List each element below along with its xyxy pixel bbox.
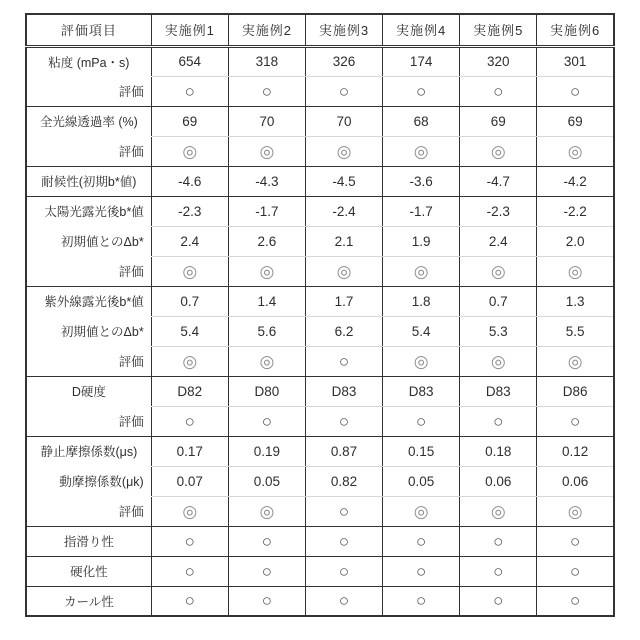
single-circle-symbol: ○ (184, 411, 195, 431)
cell-value: -4.3 (228, 166, 305, 196)
double-circle-symbol: ◎ (336, 141, 352, 161)
header-example-2: 実施例2 (228, 14, 305, 46)
cell-value (228, 346, 305, 376)
cell-value: 0.12 (537, 436, 614, 466)
row-label: 動摩擦係数(μk) (59, 475, 144, 489)
cell-value: -4.7 (460, 166, 537, 196)
cell-value: 1.4 (228, 286, 305, 316)
cell-value (305, 556, 382, 586)
cell-value: 2.4 (460, 226, 537, 256)
cell-value (537, 136, 614, 166)
row-label: 太陽光露光後b*値 (44, 205, 144, 219)
cell-value: -3.6 (383, 166, 460, 196)
row-label: カール性 (63, 594, 114, 609)
cell-value: 5.4 (151, 316, 228, 346)
cell-value: 0.06 (537, 466, 614, 496)
cell-value: -2.3 (460, 196, 537, 226)
cell-value (383, 526, 460, 556)
cell-value: 654 (151, 46, 228, 76)
cell-value (151, 346, 228, 376)
header-row (26, 14, 614, 46)
table-row (26, 256, 614, 286)
cell-value: -2.3 (151, 196, 228, 226)
header-example-3: 実施例3 (305, 14, 382, 46)
single-circle-symbol: ○ (338, 531, 350, 551)
header-example-4: 実施例4 (383, 14, 460, 46)
cell-value (460, 496, 537, 526)
cell-value: -1.7 (383, 196, 460, 226)
cell-value (228, 256, 305, 286)
cell-value: 70 (305, 106, 382, 136)
cell-value: 5.3 (460, 316, 537, 346)
double-circle-symbol: ◎ (413, 351, 429, 371)
table-row (26, 166, 614, 196)
cell-value (537, 586, 614, 616)
cell-value: 2.4 (151, 226, 228, 256)
cell-value (460, 586, 537, 616)
cell-value: 5.6 (228, 316, 305, 346)
cell-value (460, 556, 537, 586)
cell-value: 1.8 (383, 286, 460, 316)
cell-value: 320 (460, 46, 537, 76)
cell-value: -4.6 (151, 166, 228, 196)
single-circle-symbol: ○ (261, 591, 273, 611)
table-row (26, 466, 614, 496)
cell-value (460, 406, 537, 436)
single-circle-symbol: ○ (493, 411, 504, 431)
single-circle-symbol: ○ (338, 501, 350, 521)
table-row (26, 106, 614, 136)
double-circle-symbol: ◎ (259, 141, 275, 161)
table-row (26, 376, 614, 406)
table-row (26, 136, 614, 166)
single-circle-symbol: ○ (261, 561, 273, 581)
cell-value (151, 406, 228, 436)
cell-value: 0.19 (228, 436, 305, 466)
cell-value (305, 346, 382, 376)
single-circle-symbol: ○ (261, 411, 273, 431)
row-label: 粘度 (mPa・s) (48, 55, 130, 70)
cell-value (228, 556, 305, 586)
cell-value (537, 406, 614, 436)
double-circle-symbol: ◎ (259, 261, 275, 281)
cell-value: 326 (305, 46, 382, 76)
cell-value: 0.05 (228, 466, 305, 496)
cell-value: -1.7 (228, 196, 305, 226)
single-circle-symbol: ○ (570, 561, 581, 581)
cell-value: 0.87 (305, 436, 382, 466)
cell-value: 70 (228, 106, 305, 136)
evaluation-table (25, 13, 615, 617)
cell-value: D83 (460, 376, 537, 406)
cell-value (305, 76, 382, 106)
double-circle-symbol: ◎ (182, 261, 198, 281)
cell-value (305, 256, 382, 286)
cell-value (460, 136, 537, 166)
table-row (26, 286, 614, 316)
cell-value (228, 526, 305, 556)
cell-value: 318 (228, 46, 305, 76)
header-example-5: 実施例5 (460, 14, 537, 46)
cell-value (151, 76, 228, 106)
row-label: 評価 (26, 406, 151, 436)
cell-value (537, 526, 614, 556)
cell-value: 68 (383, 106, 460, 136)
cell-value (228, 496, 305, 526)
cell-value: 0.7 (151, 286, 228, 316)
cell-value (537, 496, 614, 526)
table-row (26, 76, 614, 106)
row-label: 静止摩擦係数(μs) (40, 445, 138, 459)
double-circle-symbol: ◎ (490, 141, 506, 161)
table-row (26, 196, 614, 226)
cell-value: 5.4 (383, 316, 460, 346)
single-circle-symbol: ○ (570, 591, 581, 611)
double-circle-symbol: ◎ (413, 501, 429, 521)
cell-value (228, 586, 305, 616)
cell-value: 301 (537, 46, 614, 76)
cell-value: 69 (151, 106, 228, 136)
cell-value (151, 586, 228, 616)
single-circle-symbol: ○ (570, 531, 581, 551)
row-label: 全光線透過率 (%) (39, 115, 138, 129)
cell-value (383, 136, 460, 166)
single-circle-symbol: ○ (416, 81, 427, 101)
double-circle-symbol: ◎ (259, 501, 275, 521)
table-row (26, 496, 614, 526)
row-label: 評価 (26, 136, 151, 166)
cell-value (460, 526, 537, 556)
cell-value (383, 496, 460, 526)
cell-value (228, 136, 305, 166)
cell-value: -2.2 (537, 196, 614, 226)
single-circle-symbol: ○ (416, 591, 427, 611)
header-example-6: 実施例6 (537, 14, 614, 46)
single-circle-symbol: ○ (493, 81, 504, 101)
table-row (26, 436, 614, 466)
cell-value (305, 586, 382, 616)
cell-value: 0.15 (383, 436, 460, 466)
single-circle-symbol: ○ (570, 411, 581, 431)
cell-value (151, 136, 228, 166)
cell-value (305, 526, 382, 556)
cell-value: 6.2 (305, 316, 382, 346)
row-label: 評価 (26, 76, 151, 106)
cell-value (537, 256, 614, 286)
double-circle-symbol: ◎ (567, 141, 583, 161)
cell-value (305, 406, 382, 436)
cell-value: 1.3 (537, 286, 614, 316)
cell-value (151, 526, 228, 556)
row-label: 紫外線露光後b*値 (44, 295, 144, 309)
single-circle-symbol: ○ (570, 81, 581, 101)
double-circle-symbol: ◎ (413, 261, 429, 281)
cell-value (460, 256, 537, 286)
cell-value: -4.5 (305, 166, 382, 196)
cell-value (383, 406, 460, 436)
row-label: D硬度 (71, 385, 106, 399)
cell-value: 0.17 (151, 436, 228, 466)
cell-value: 69 (460, 106, 537, 136)
cell-value (383, 76, 460, 106)
single-circle-symbol: ○ (261, 81, 273, 101)
double-circle-symbol: ◎ (413, 141, 429, 161)
cell-value (228, 406, 305, 436)
cell-value: -4.2 (537, 166, 614, 196)
cell-value (537, 76, 614, 106)
cell-value (151, 496, 228, 526)
single-circle-symbol: ○ (338, 81, 350, 101)
single-circle-symbol: ○ (338, 591, 350, 611)
cell-value: D83 (305, 376, 382, 406)
table-row (26, 586, 614, 616)
single-circle-symbol: ○ (338, 411, 350, 431)
cell-value (151, 556, 228, 586)
row-label: 評価 (26, 496, 151, 526)
cell-value: 1.9 (383, 226, 460, 256)
cell-value: D83 (383, 376, 460, 406)
cell-value: 0.18 (460, 436, 537, 466)
single-circle-symbol: ○ (493, 561, 504, 581)
cell-value: 174 (383, 46, 460, 76)
cell-value (305, 496, 382, 526)
single-circle-symbol: ○ (416, 561, 427, 581)
double-circle-symbol: ◎ (567, 261, 583, 281)
cell-value (151, 256, 228, 286)
double-circle-symbol: ◎ (567, 501, 583, 521)
table-row (26, 226, 614, 256)
cell-value (383, 586, 460, 616)
row-label: 硬化性 (26, 556, 151, 586)
single-circle-symbol: ○ (338, 351, 350, 371)
double-circle-symbol: ◎ (182, 501, 198, 521)
cell-value: D82 (151, 376, 228, 406)
cell-value: 0.7 (460, 286, 537, 316)
double-circle-symbol: ◎ (490, 501, 506, 521)
table-row (26, 526, 614, 556)
single-circle-symbol: ○ (416, 411, 427, 431)
cell-value: 0.06 (460, 466, 537, 496)
cell-value (383, 556, 460, 586)
single-circle-symbol: ○ (493, 531, 504, 551)
cell-value: 1.7 (305, 286, 382, 316)
table-row (26, 316, 614, 346)
cell-value: D86 (537, 376, 614, 406)
cell-value: 2.1 (305, 226, 382, 256)
cell-value: 69 (537, 106, 614, 136)
table-row (26, 46, 614, 76)
cell-value (383, 256, 460, 286)
cell-value (537, 556, 614, 586)
table-body (26, 46, 614, 616)
cell-value: 0.07 (151, 466, 228, 496)
row-label: 初期値とのΔb* (61, 235, 144, 249)
table-row (26, 346, 614, 376)
cell-value (305, 136, 382, 166)
header-evaluation-item: 評価項目 (26, 14, 151, 46)
table-row (26, 556, 614, 586)
row-label: 評価 (26, 256, 151, 286)
cell-value (460, 346, 537, 376)
single-circle-symbol: ○ (184, 561, 195, 581)
cell-value: 0.82 (305, 466, 382, 496)
cell-value (383, 346, 460, 376)
cell-value (228, 76, 305, 106)
row-label: 初期値とのΔb* (61, 325, 144, 339)
double-circle-symbol: ◎ (182, 351, 198, 371)
row-label: 評価 (26, 346, 151, 376)
double-circle-symbol: ◎ (182, 141, 198, 161)
row-label: 耐候性(初期b*値) (26, 166, 151, 196)
double-circle-symbol: ◎ (490, 261, 506, 281)
cell-value (537, 346, 614, 376)
table-row (26, 406, 614, 436)
double-circle-symbol: ◎ (259, 351, 275, 371)
single-circle-symbol: ○ (493, 591, 504, 611)
single-circle-symbol: ○ (184, 591, 195, 611)
cell-value: 2.6 (228, 226, 305, 256)
cell-value: D80 (228, 376, 305, 406)
cell-value: 0.05 (383, 466, 460, 496)
single-circle-symbol: ○ (184, 531, 195, 551)
single-circle-symbol: ○ (184, 81, 195, 101)
row-label: 指滑り性 (26, 526, 151, 556)
double-circle-symbol: ◎ (567, 351, 583, 371)
single-circle-symbol: ○ (261, 531, 273, 551)
cell-value: 5.5 (537, 316, 614, 346)
single-circle-symbol: ○ (338, 561, 350, 581)
header-example-1: 実施例1 (151, 14, 228, 46)
cell-value: -2.4 (305, 196, 382, 226)
single-circle-symbol: ○ (416, 531, 427, 551)
cell-value (460, 76, 537, 106)
double-circle-symbol: ◎ (490, 351, 506, 371)
double-circle-symbol: ◎ (336, 261, 352, 281)
cell-value: 2.0 (537, 226, 614, 256)
